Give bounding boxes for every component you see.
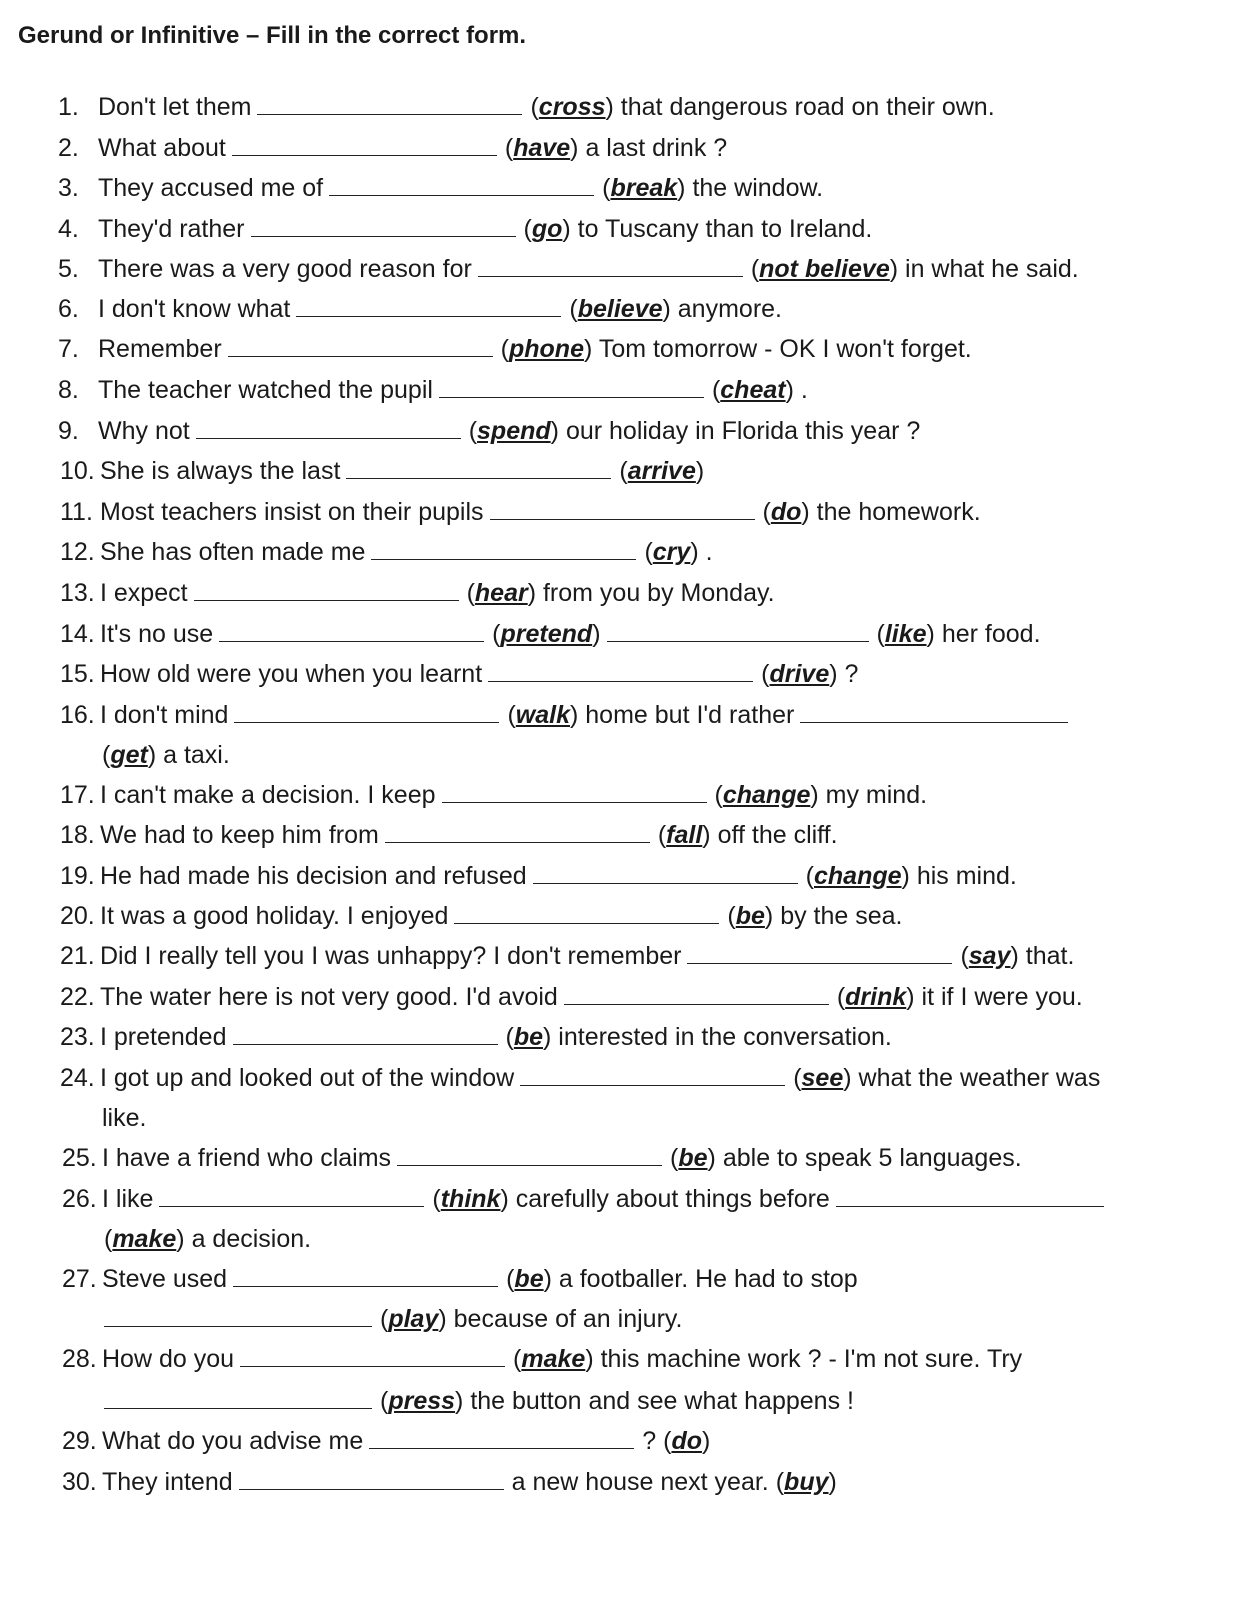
item-number: 26. xyxy=(62,1185,97,1213)
item-number: 10. xyxy=(60,457,95,485)
item-number: 29. xyxy=(62,1427,97,1455)
verb-hint: (be) xyxy=(727,902,774,930)
verb-hint: (do) xyxy=(663,1427,711,1455)
item-text: off the cliff. xyxy=(717,821,838,849)
verb-hint: (get) xyxy=(102,741,157,769)
verb-hint-word: be xyxy=(514,1265,544,1293)
verb-hint-word: cheat xyxy=(720,376,786,404)
verb-hint: (see) xyxy=(793,1064,852,1092)
exercise-item xyxy=(60,537,713,567)
verb-hint-word: change xyxy=(814,862,902,890)
answer-blank[interactable] xyxy=(397,1143,662,1166)
item-text: because of an injury. xyxy=(453,1305,683,1333)
verb-hint-word: break xyxy=(610,174,678,202)
verb-hint: (drive) xyxy=(761,660,838,688)
answer-blank[interactable] xyxy=(369,1426,634,1449)
item-text: a decision. xyxy=(191,1225,312,1253)
item-number: 4. xyxy=(58,215,79,243)
item-number: 19. xyxy=(60,862,95,890)
item-text: They'd rather xyxy=(98,215,245,243)
verb-hint-word: make xyxy=(112,1225,177,1253)
verb-hint-word: cross xyxy=(538,93,606,121)
verb-hint-word: get xyxy=(110,741,148,769)
verb-hint: (arrive) xyxy=(619,457,705,485)
item-text: it if I were you. xyxy=(921,983,1083,1011)
verb-hint-word: have xyxy=(513,134,571,162)
item-number: 21. xyxy=(60,942,95,970)
exercise-item xyxy=(58,214,872,244)
item-number: 7. xyxy=(58,335,79,363)
item-text: I pretended xyxy=(100,1023,227,1051)
verb-hint-word: like xyxy=(884,620,927,648)
item-text: Tom tomorrow - OK I won't forget. xyxy=(598,335,972,363)
exercise-item xyxy=(60,901,903,931)
exercise-item-continuation xyxy=(102,740,230,770)
verb-hint: (drink) xyxy=(836,983,915,1011)
exercise-item xyxy=(60,700,1076,730)
item-text: I can't make a decision. I keep xyxy=(100,781,436,809)
item-text: home but I'd rather xyxy=(585,701,795,729)
answer-blank[interactable] xyxy=(219,619,484,642)
item-text: that dangerous road on their own. xyxy=(620,93,995,121)
item-text: The water here is not very good. I'd avoid xyxy=(100,983,558,1011)
item-text: How do you xyxy=(102,1345,235,1373)
verb-hint-word: walk xyxy=(515,701,570,729)
exercise-item xyxy=(62,1344,1022,1374)
verb-hint: (do) xyxy=(762,498,810,526)
item-text: to Tuscany than to Ireland. xyxy=(577,215,873,243)
item-text: that. xyxy=(1025,942,1075,970)
verb-hint-word: pretend xyxy=(500,620,593,648)
item-text: his mind. xyxy=(916,862,1017,890)
item-number: 25. xyxy=(62,1144,97,1172)
exercise-item xyxy=(60,820,838,850)
item-text: my mind. xyxy=(825,781,928,809)
item-number: 27. xyxy=(62,1265,97,1293)
verb-hint-word: phone xyxy=(508,335,584,363)
exercise-item xyxy=(60,1022,892,1052)
item-text: Remember xyxy=(98,335,222,363)
verb-hint: (change) xyxy=(805,862,910,890)
item-text: the homework. xyxy=(816,498,981,526)
answer-blank[interactable] xyxy=(836,1184,1104,1207)
item-number: 20. xyxy=(60,902,95,930)
verb-hint: (make) xyxy=(513,1345,594,1373)
verb-hint: (hear) xyxy=(466,579,537,607)
item-text: Most teachers insist on their pupils xyxy=(100,498,484,526)
verb-hint: (be) xyxy=(506,1265,552,1293)
exercise-item-continuation xyxy=(102,1103,146,1133)
answer-blank[interactable] xyxy=(346,456,611,479)
item-text: ? xyxy=(844,660,859,688)
verb-hint: (change) xyxy=(714,781,819,809)
item-text: There was a very good reason for xyxy=(98,255,472,283)
exercise-item xyxy=(60,861,1017,891)
item-number: 3. xyxy=(58,174,79,202)
verb-hint-word: hear xyxy=(474,579,528,607)
verb-hint-word: see xyxy=(801,1064,844,1092)
verb-hint-word: believe xyxy=(577,295,663,323)
verb-hint-word: play xyxy=(388,1305,439,1333)
answer-blank[interactable] xyxy=(233,1264,498,1287)
item-number: 23. xyxy=(60,1023,95,1051)
verb-hint: (cheat) xyxy=(711,376,794,404)
item-text: Don't let them xyxy=(98,93,252,121)
item-text: We had to keep him from xyxy=(100,821,379,849)
answer-blank[interactable] xyxy=(159,1184,424,1207)
item-number: 16. xyxy=(60,701,95,729)
item-text: I don't know what xyxy=(98,295,291,323)
answer-blank[interactable] xyxy=(232,133,497,156)
item-text: a footballer. He had to stop xyxy=(558,1265,858,1293)
exercise-item xyxy=(58,294,782,324)
item-text: They accused me of xyxy=(98,174,324,202)
item-number: 1. xyxy=(58,93,79,121)
answer-blank[interactable] xyxy=(454,901,719,924)
item-text: the button and see what happens ! xyxy=(470,1387,854,1415)
item-number: 8. xyxy=(58,376,79,404)
item-text: He had made his decision and refused xyxy=(100,862,527,890)
verb-hint: (say) xyxy=(960,942,1019,970)
verb-hint: (be) xyxy=(670,1144,716,1172)
item-text: Did I really tell you I was unhappy? I don't remember xyxy=(100,942,682,970)
answer-blank[interactable] xyxy=(296,294,561,317)
answer-blank[interactable] xyxy=(478,254,743,277)
item-text: ? xyxy=(642,1427,657,1455)
verb-hint-word: say xyxy=(968,942,1011,970)
exercise-item-continuation xyxy=(104,1224,311,1254)
item-number: 6. xyxy=(58,295,79,323)
answer-blank[interactable] xyxy=(488,659,753,682)
item-number: 9. xyxy=(58,417,79,445)
item-number: 15. xyxy=(60,660,95,688)
exercise-item-continuation xyxy=(104,1304,683,1334)
item-text: I like xyxy=(102,1185,154,1213)
item-text: . xyxy=(800,376,808,404)
verb-hint-word: press xyxy=(388,1387,456,1415)
verb-hint: (play) xyxy=(380,1305,447,1333)
verb-hint-word: be xyxy=(735,902,765,930)
verb-hint-word: be xyxy=(678,1144,708,1172)
item-text: How old were you when you learnt xyxy=(100,660,483,688)
answer-blank[interactable] xyxy=(800,700,1068,723)
verb-hint-word: drive xyxy=(769,660,830,688)
item-number: 28. xyxy=(62,1345,97,1373)
verb-hint: (think) xyxy=(432,1185,509,1213)
verb-hint-word: drink xyxy=(845,983,907,1011)
verb-hint-word: cry xyxy=(652,538,691,566)
answer-blank[interactable] xyxy=(533,861,798,884)
exercise-item xyxy=(60,982,1083,1012)
verb-hint-word: not believe xyxy=(759,255,890,283)
item-text: a last drink ? xyxy=(585,134,728,162)
answer-blank[interactable] xyxy=(687,941,952,964)
verb-hint: (spend) xyxy=(468,417,559,445)
answer-blank[interactable] xyxy=(442,780,707,803)
verb-hint: (believe) xyxy=(569,295,671,323)
verb-hint: (fall) xyxy=(657,821,711,849)
exercise-item-continuation xyxy=(104,1386,854,1416)
item-text: a taxi. xyxy=(163,741,230,769)
item-text: carefully about things before xyxy=(515,1185,830,1213)
answer-blank[interactable] xyxy=(240,1344,505,1367)
answer-blank[interactable] xyxy=(104,1304,372,1327)
answer-blank[interactable] xyxy=(371,537,636,560)
exercise-item xyxy=(60,1063,1100,1093)
verb-hint-word: be xyxy=(513,1023,544,1051)
verb-hint-word: think xyxy=(440,1185,501,1213)
verb-hint: (cross) xyxy=(530,93,614,121)
exercise-item xyxy=(60,578,775,608)
exercise-item xyxy=(58,334,972,364)
answer-blank[interactable] xyxy=(234,700,499,723)
item-text: I got up and looked out of the window xyxy=(100,1064,515,1092)
item-text: It was a good holiday. I enjoyed xyxy=(100,902,449,930)
item-text: a new house next year. xyxy=(511,1468,769,1496)
exercise-item xyxy=(58,133,727,163)
item-text: anymore. xyxy=(677,295,782,323)
answer-blank[interactable] xyxy=(196,416,461,439)
item-number: 11. xyxy=(60,498,93,526)
item-text: by the sea. xyxy=(780,902,903,930)
item-text: I expect xyxy=(100,579,188,607)
item-text: her food. xyxy=(941,620,1041,648)
verb-hint: (cry) xyxy=(644,538,699,566)
answer-blank[interactable] xyxy=(257,92,522,115)
item-text: from you by Monday. xyxy=(542,579,775,607)
item-text: She is always the last xyxy=(100,457,341,485)
answer-blank[interactable] xyxy=(439,375,704,398)
worksheet-title: Gerund or Infinitive – Fill in the correct form. xyxy=(18,22,527,49)
item-text: . xyxy=(705,538,713,566)
verb-hint-word: arrive xyxy=(627,457,696,485)
verb-hint: (pretend) xyxy=(492,620,601,648)
exercise-item xyxy=(60,780,927,810)
item-text: What about xyxy=(98,134,226,162)
exercise-item xyxy=(60,497,981,527)
exercise-item xyxy=(60,659,858,689)
verb-hint-word: make xyxy=(521,1345,586,1373)
exercise-item xyxy=(60,619,1041,649)
item-number: 17. xyxy=(60,781,95,809)
answer-blank[interactable] xyxy=(228,334,493,357)
answer-blank[interactable] xyxy=(251,214,516,237)
verb-hint-word: fall xyxy=(666,821,703,849)
exercise-item xyxy=(62,1264,858,1294)
item-text: in what he said. xyxy=(905,255,1079,283)
verb-hint: (walk) xyxy=(507,701,579,729)
item-number: 5. xyxy=(58,255,79,283)
item-text: interested in the conversation. xyxy=(558,1023,892,1051)
exercise-item xyxy=(60,456,704,486)
item-text: what the weather was xyxy=(858,1064,1101,1092)
verb-hint: (phone) xyxy=(500,335,593,363)
answer-blank[interactable] xyxy=(239,1467,504,1490)
answer-blank[interactable] xyxy=(329,173,594,196)
verb-hint-word: spend xyxy=(477,417,551,445)
verb-hint: (press) xyxy=(380,1387,464,1415)
verb-hint-word: buy xyxy=(784,1468,829,1496)
answer-blank[interactable] xyxy=(233,1022,498,1045)
answer-blank[interactable] xyxy=(104,1386,372,1409)
exercise-item xyxy=(60,941,1074,971)
item-text: What do you advise me xyxy=(102,1427,364,1455)
exercise-item xyxy=(62,1426,710,1456)
item-text: The teacher watched the pupil xyxy=(98,376,433,404)
item-text: able to speak 5 languages. xyxy=(722,1144,1022,1172)
verb-hint: (make) xyxy=(104,1225,185,1253)
verb-hint: (be) xyxy=(505,1023,552,1051)
exercise-item xyxy=(58,92,995,122)
answer-blank[interactable] xyxy=(607,619,869,642)
item-number: 22. xyxy=(60,983,95,1011)
exercise-item xyxy=(58,254,1079,284)
item-number: 12. xyxy=(60,538,95,566)
verb-hint: (go) xyxy=(523,215,571,243)
item-text: I have a friend who claims xyxy=(102,1144,392,1172)
item-number: 30. xyxy=(62,1468,97,1496)
item-text: I don't mind xyxy=(100,701,229,729)
item-text: They intend xyxy=(102,1468,233,1496)
exercise-item xyxy=(58,416,920,446)
answer-blank[interactable] xyxy=(385,820,650,843)
exercise-item xyxy=(62,1184,1112,1214)
exercise-item xyxy=(62,1467,837,1497)
verb-hint: (like) xyxy=(876,620,935,648)
verb-hint-word: change xyxy=(722,781,811,809)
verb-hint: (have) xyxy=(504,134,579,162)
exercise-item xyxy=(58,375,808,405)
item-text: the window. xyxy=(692,174,824,202)
answer-blank[interactable] xyxy=(564,982,829,1005)
verb-hint-word: do xyxy=(770,498,802,526)
item-number: 18. xyxy=(60,821,95,849)
verb-hint-word: go xyxy=(531,215,563,243)
item-number: 2. xyxy=(58,134,79,162)
item-number: 24. xyxy=(60,1064,95,1092)
item-number: 14. xyxy=(60,620,95,648)
item-text: Steve used xyxy=(102,1265,228,1293)
answer-blank[interactable] xyxy=(520,1063,785,1086)
exercise-item xyxy=(58,173,823,203)
exercise-item xyxy=(62,1143,1022,1173)
item-text: It's no use xyxy=(100,620,214,648)
answer-blank[interactable] xyxy=(194,578,459,601)
verb-hint-word: do xyxy=(671,1427,702,1455)
verb-hint: (not believe) xyxy=(750,255,899,283)
answer-blank[interactable] xyxy=(490,497,755,520)
item-text: like. xyxy=(102,1104,147,1132)
verb-hint: (buy) xyxy=(775,1468,837,1496)
item-text: this machine work ? - I'm not sure. Try xyxy=(600,1345,1023,1373)
item-number: 13. xyxy=(60,579,95,607)
verb-hint: (break) xyxy=(602,174,686,202)
item-text: our holiday in Florida this year ? xyxy=(565,417,921,445)
item-text: She has often made me xyxy=(100,538,366,566)
item-text: Why not xyxy=(98,417,190,445)
